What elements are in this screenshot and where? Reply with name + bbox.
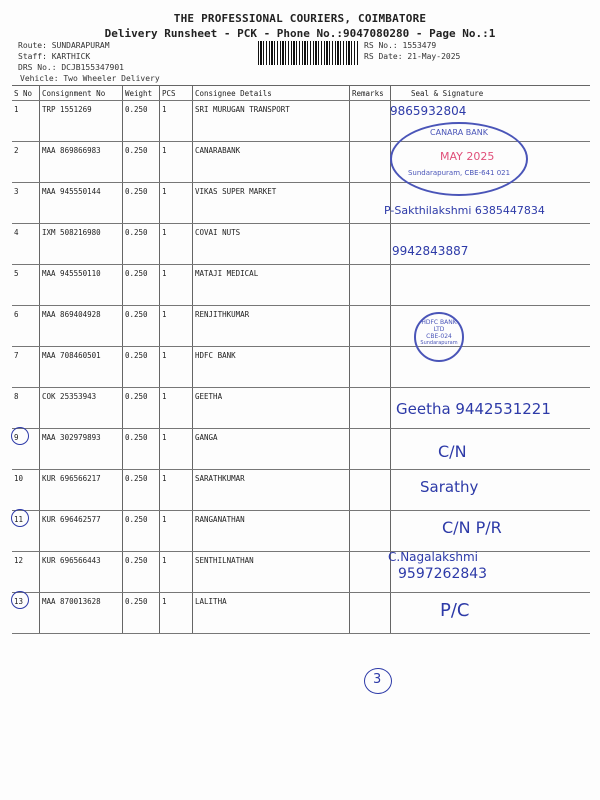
table-row xyxy=(12,511,590,552)
cell-sno: 12 xyxy=(12,552,40,593)
cell-weight: 0.250 xyxy=(123,388,160,429)
circle-mark-row11 xyxy=(11,509,29,527)
cell-remarks xyxy=(350,388,391,429)
canara-bank-branch: Sundarapuram, CBE-641 021 xyxy=(407,169,511,177)
cell-consignment-no: KUR 696566217 xyxy=(40,470,123,511)
cell-consignee: GANGA xyxy=(193,429,350,470)
table-row xyxy=(12,265,590,306)
cell-signature xyxy=(391,593,591,634)
canara-bank-name: CANARA BANK xyxy=(430,128,488,137)
cell-weight: 0.250 xyxy=(123,101,160,142)
cell-consignee: GEETHA xyxy=(193,388,350,429)
cell-sno: 3 xyxy=(12,183,40,224)
cell-consignment-no: TRP 1551269 xyxy=(40,101,123,142)
cell-pcs: 1 xyxy=(160,347,193,388)
cell-signature xyxy=(391,429,591,470)
signature-sarathkumar: Sarathy xyxy=(420,478,479,496)
barcode xyxy=(258,41,358,65)
cell-sno: 8 xyxy=(12,388,40,429)
hdfc-seal-name: HDFC BANK LTD xyxy=(421,319,457,333)
cell-pcs: 1 xyxy=(160,265,193,306)
cell-sno: 4 xyxy=(12,224,40,265)
cell-pcs: 1 xyxy=(160,388,193,429)
table-row xyxy=(12,347,590,388)
cell-consignment-no: KUR 696566443 xyxy=(40,552,123,593)
cell-remarks xyxy=(350,224,391,265)
table-header-row xyxy=(12,86,590,101)
cell-weight: 0.250 xyxy=(123,552,160,593)
col-header: Remarks xyxy=(350,86,391,101)
signature-ganga: C/N xyxy=(438,442,467,461)
cell-pcs: 1 xyxy=(160,142,193,183)
table-row xyxy=(12,224,590,265)
cell-pcs: 1 xyxy=(160,101,193,142)
runsheet-subtitle: Delivery Runsheet - PCK - Phone No.:9047080280 - Page No.:1 xyxy=(104,27,496,40)
cell-sno: 10 xyxy=(12,470,40,511)
cell-sno: 7 xyxy=(12,347,40,388)
cell-sno: 9 xyxy=(12,429,40,470)
date-stamp: MAY 2025 xyxy=(440,150,495,163)
signature-row4: P-Sakthilakshmi 6385447834 xyxy=(384,204,545,217)
page-mark-number: 3 xyxy=(373,672,382,687)
cell-remarks xyxy=(350,347,391,388)
table-row xyxy=(12,552,590,593)
cell-remarks xyxy=(350,470,391,511)
rs-date: RS Date: 21-May-2025 xyxy=(364,52,461,61)
cell-weight: 0.250 xyxy=(123,183,160,224)
signature-geetha: Geetha 9442531221 xyxy=(396,400,551,418)
cell-remarks xyxy=(350,265,391,306)
cell-remarks xyxy=(350,593,391,634)
cell-remarks xyxy=(350,142,391,183)
cell-sno: 5 xyxy=(12,265,40,306)
cell-consignment-no: MAA 945550144 xyxy=(40,183,123,224)
vehicle-label: Vehicle: Two Wheeler Delivery xyxy=(20,74,160,83)
route-label: Route: SUNDARAPURAM xyxy=(18,41,110,50)
cell-consignee: MATAJI MEDICAL xyxy=(193,265,350,306)
cell-sno: 1 xyxy=(12,101,40,142)
cell-remarks xyxy=(350,306,391,347)
col-header: S No xyxy=(12,86,40,101)
col-header: PCS xyxy=(160,86,193,101)
cell-pcs: 1 xyxy=(160,470,193,511)
cell-pcs: 1 xyxy=(160,306,193,347)
cell-remarks xyxy=(350,552,391,593)
signature-row5: 9942843887 xyxy=(392,244,469,258)
company-title: THE PROFESSIONAL COURIERS, COIMBATORE xyxy=(173,12,427,25)
cell-pcs: 1 xyxy=(160,511,193,552)
cell-weight: 0.250 xyxy=(123,593,160,634)
drs-number: DRS No.: DCJB155347901 xyxy=(18,63,124,72)
rs-number: RS No.: 1553479 xyxy=(364,41,437,50)
signature-lalitha: P/C xyxy=(440,600,470,621)
cell-consignment-no: KUR 696462577 xyxy=(40,511,123,552)
table-row xyxy=(12,470,590,511)
cell-weight: 0.250 xyxy=(123,470,160,511)
signature-senthilnathan-phone: 9597262843 xyxy=(398,566,488,582)
cell-consignee: COVAI NUTS xyxy=(193,224,350,265)
cell-sno: 13 xyxy=(12,593,40,634)
cell-weight: 0.250 xyxy=(123,347,160,388)
cell-consignment-no: MAA 869866983 xyxy=(40,142,123,183)
cell-weight: 0.250 xyxy=(123,142,160,183)
staff-label: Staff: KARTHICK xyxy=(18,52,91,61)
cell-consignment-no: COK 25353943 xyxy=(40,388,123,429)
cell-pcs: 1 xyxy=(160,183,193,224)
circle-mark-row13 xyxy=(11,591,29,609)
cell-remarks xyxy=(350,101,391,142)
cell-consignee: SENTHILNATHAN xyxy=(193,552,350,593)
signature-senthilnathan-name: C.Nagalakshmi xyxy=(388,550,479,564)
col-header: Consignee Details xyxy=(193,86,350,101)
cell-consignment-no: MAA 869404928 xyxy=(40,306,123,347)
signature-row1: 9865932804 xyxy=(390,104,467,118)
cell-pcs: 1 xyxy=(160,429,193,470)
col-header: Seal & Signature xyxy=(391,86,591,101)
cell-consignment-no: MAA 945550110 xyxy=(40,265,123,306)
col-header: Consignment No xyxy=(40,86,123,101)
hdfc-seal-code: CBE-024 xyxy=(426,333,452,340)
circle-mark-row9 xyxy=(11,427,29,445)
cell-sno: 6 xyxy=(12,306,40,347)
cell-consignee: SARATHKUMAR xyxy=(193,470,350,511)
cell-signature xyxy=(391,265,591,306)
cell-weight: 0.250 xyxy=(123,511,160,552)
cell-consignee: CANARABANK xyxy=(193,142,350,183)
cell-consignee: SRI MURUGAN TRANSPORT xyxy=(193,101,350,142)
cell-consignee: LALITHA xyxy=(193,593,350,634)
cell-consignee: HDFC BANK xyxy=(193,347,350,388)
cell-weight: 0.250 xyxy=(123,306,160,347)
cell-consignment-no: IXM 508216980 xyxy=(40,224,123,265)
col-header: Weight xyxy=(123,86,160,101)
cell-pcs: 1 xyxy=(160,224,193,265)
cell-weight: 0.250 xyxy=(123,265,160,306)
table-row xyxy=(12,429,590,470)
cell-consignee: RANGANATHAN xyxy=(193,511,350,552)
table-row xyxy=(12,183,590,224)
cell-sno: 2 xyxy=(12,142,40,183)
cell-consignee: RENJITHKUMAR xyxy=(193,306,350,347)
cell-consignment-no: MAA 708460501 xyxy=(40,347,123,388)
cell-remarks xyxy=(350,429,391,470)
cell-weight: 0.250 xyxy=(123,224,160,265)
cell-pcs: 1 xyxy=(160,552,193,593)
cell-consignment-no: MAA 870013628 xyxy=(40,593,123,634)
cell-remarks xyxy=(350,511,391,552)
table-row xyxy=(12,306,590,347)
cell-remarks xyxy=(350,183,391,224)
cell-consignment-no: MAA 302979893 xyxy=(40,429,123,470)
hdfc-bank-seal xyxy=(414,312,464,362)
cell-sno: 11 xyxy=(12,511,40,552)
cell-pcs: 1 xyxy=(160,593,193,634)
table-row xyxy=(12,593,590,634)
cell-weight: 0.250 xyxy=(123,429,160,470)
cell-consignee: VIKAS SUPER MARKET xyxy=(193,183,350,224)
signature-ranganathan: C/N P/R xyxy=(442,518,502,537)
page-mark-circle xyxy=(364,668,392,694)
hdfc-seal-location: Sundarapuram xyxy=(420,340,458,346)
